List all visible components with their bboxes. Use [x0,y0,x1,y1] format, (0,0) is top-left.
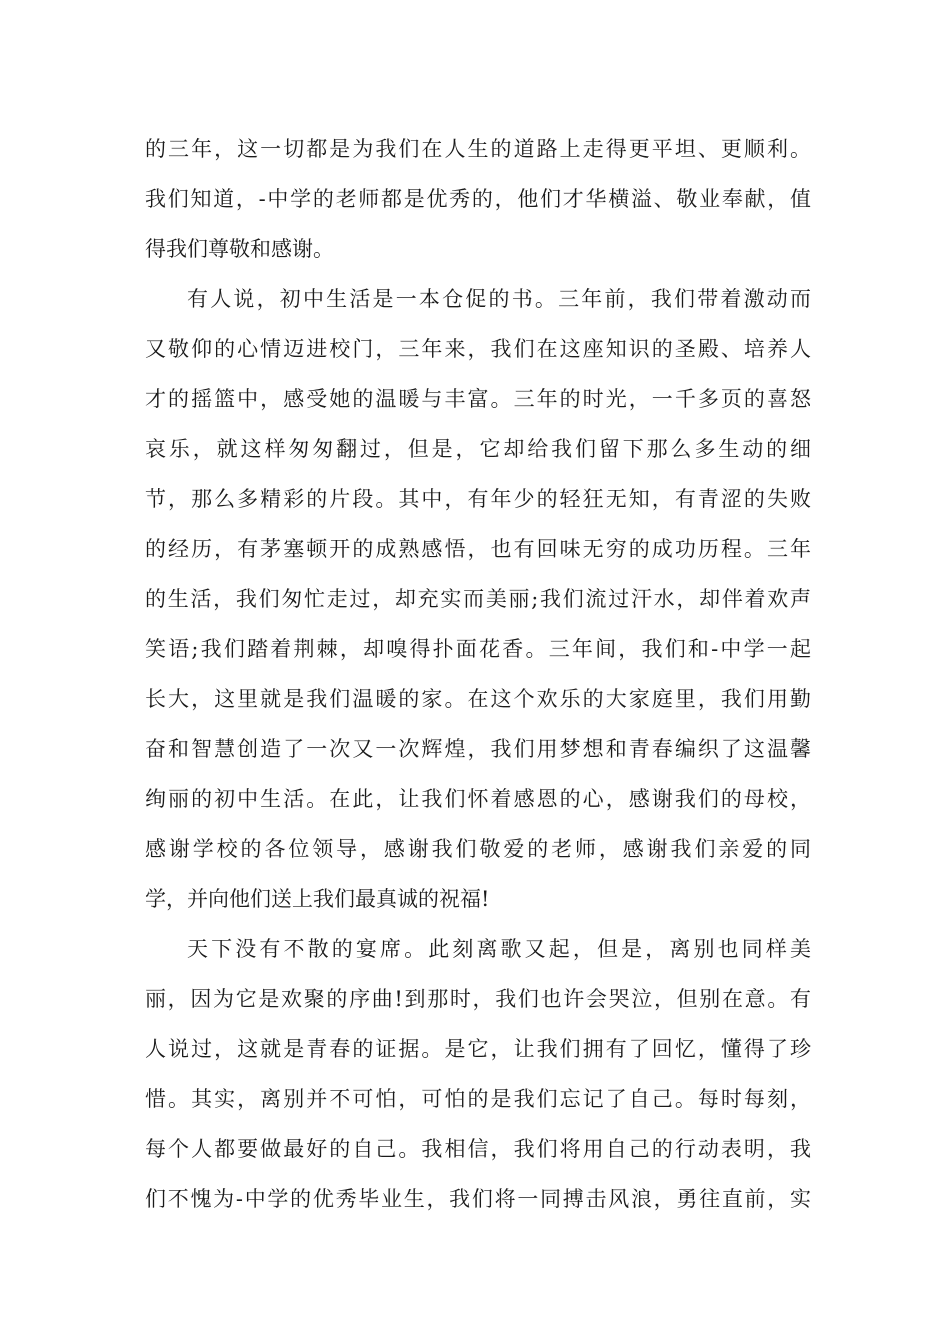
text-line: 又敬仰的心情迈进校门，三年来，我们在这座知识的圣殿、培养人 [145,337,811,361]
text-line: 长大，这里就是我们温暖的家。在这个欢乐的大家庭里，我们用勤 [145,687,811,711]
text-line: 哀乐，就这样匆匆翻过，但是，它却给我们留下那么多生动的细 [145,437,811,461]
text-line: 惜。其实，离别并不可怕，可怕的是我们忘记了自己。每时每刻， [145,1087,811,1111]
text-line: 的三年，这一切都是为我们在人生的道路上走得更平坦、更顺利。 [145,137,811,161]
text-line: 我们知道，-中学的老师都是优秀的，他们才华横溢、敬业奉献，值 [145,187,811,211]
text-line: 的经历，有茅塞顿开的成熟感悟，也有回味无穷的成功历程。三年 [145,537,811,561]
text-line: 们不愧为-中学的优秀毕业生，我们将一同搏击风浪，勇往直前，实 [145,1187,811,1211]
text-line: 学，并向他们送上我们最真诚的祝福! [145,887,490,911]
text-line: 得我们尊敬和感谢。 [145,237,334,261]
text-line: 丽，因为它是欢聚的序曲!到那时，我们也许会哭泣，但别在意。有 [145,987,811,1011]
text-line: 人说过，这就是青春的证据。是它，让我们拥有了回忆，懂得了珍 [145,1037,811,1061]
text-line: 奋和智慧创造了一次又一次辉煌，我们用梦想和青春编织了这温馨 [145,737,811,761]
paragraph-first-line: 有人说，初中生活是一本仓促的书。三年前，我们带着激动而 [187,287,811,311]
text-line: 每个人都要做最好的自己。我相信，我们将用自己的行动表明，我 [145,1137,811,1161]
paragraph-first-line: 天下没有不散的宴席。此刻离歌又起，但是，离别也同样美 [187,937,811,961]
text-line: 的生活，我们匆忙走过，却充实而美丽;我们流过汗水，却伴着欢声 [145,587,811,611]
document-body [145,124,811,1224]
text-line: 才的摇篮中，感受她的温暖与丰富。三年的时光，一千多页的喜怒 [145,387,811,411]
text-line: 绚丽的初中生活。在此，让我们怀着感恩的心，感谢我们的母校， [145,787,811,811]
text-line: 感谢学校的各位领导，感谢我们敬爱的老师，感谢我们亲爱的同 [145,837,811,861]
text-line: 笑语;我们踏着荆棘，却嗅得扑面花香。三年间，我们和-中学一起 [145,637,811,661]
text-line: 节，那么多精彩的片段。其中，有年少的轻狂无知，有青涩的失败 [145,487,811,511]
